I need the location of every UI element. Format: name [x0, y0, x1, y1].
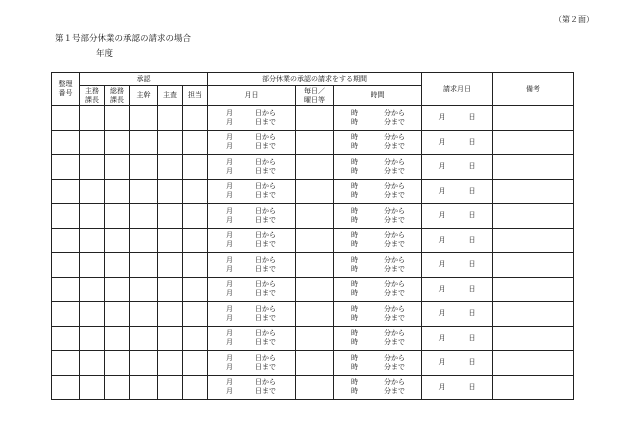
- ledger-row: [52, 179, 574, 204]
- month-to-label: 月: [226, 289, 233, 298]
- cell-jikan[interactable]: [334, 228, 422, 253]
- month-from-label: 月: [226, 182, 233, 191]
- month-to-label: 月: [226, 313, 233, 322]
- cell-shusa[interactable]: [158, 204, 183, 229]
- cell-seikyu-gappi[interactable]: [422, 277, 493, 302]
- ledger-row: [52, 375, 574, 400]
- cell-seikyu-gappi[interactable]: [422, 155, 493, 180]
- cell-shumu-kacho[interactable]: [80, 228, 105, 253]
- request-month-label: 月: [438, 235, 446, 244]
- hour-to-label: 時: [351, 313, 358, 322]
- request-day-label: 日: [468, 162, 476, 171]
- cell-tanto[interactable]: [183, 204, 208, 229]
- cell-mainichi[interactable]: [296, 106, 334, 131]
- request-month-label: 月: [438, 333, 446, 342]
- cell-biko[interactable]: [493, 253, 574, 278]
- cell-seiri-bango[interactable]: [52, 302, 80, 327]
- hour-to-label: 時: [351, 264, 358, 273]
- cell-biko[interactable]: [493, 228, 574, 253]
- cell-shukan[interactable]: [130, 351, 158, 376]
- cell-seiri-bango[interactable]: [52, 130, 80, 155]
- cell-tanto[interactable]: [183, 351, 208, 376]
- minute-from-label: 分から: [384, 378, 405, 387]
- minute-to-label: 分まで: [384, 215, 405, 224]
- cell-shusa[interactable]: [158, 253, 183, 278]
- cell-seiri-bango[interactable]: [52, 253, 80, 278]
- hour-from-label: 時: [351, 182, 358, 191]
- cell-shusa[interactable]: [158, 277, 183, 302]
- header-gappi: 月日: [208, 86, 296, 106]
- ledger-row: [52, 351, 574, 376]
- cell-jikan[interactable]: [334, 106, 422, 131]
- request-day-label: 日: [468, 309, 476, 318]
- request-day-label: 日: [468, 333, 476, 342]
- cell-tanto[interactable]: [183, 228, 208, 253]
- cell-shusa[interactable]: [158, 106, 183, 131]
- request-month-label: 月: [438, 137, 446, 146]
- minute-from-label: 分から: [384, 206, 405, 215]
- cell-seikyu-gappi[interactable]: [422, 351, 493, 376]
- cell-somu-kacho[interactable]: [105, 326, 130, 351]
- minute-to-label: 分まで: [384, 313, 405, 322]
- cell-seikyu-gappi[interactable]: [422, 375, 493, 400]
- day-to-label: 日まで: [255, 289, 276, 298]
- minute-to-label: 分まで: [384, 264, 405, 273]
- cell-gappi[interactable]: [208, 351, 296, 376]
- month-from-label: 月: [226, 378, 233, 387]
- day-to-label: 日まで: [255, 142, 276, 151]
- day-from-label: 日から: [255, 108, 276, 117]
- cell-seikyu-gappi[interactable]: [422, 302, 493, 327]
- hour-from-label: 時: [351, 280, 358, 289]
- cell-shukan[interactable]: [130, 326, 158, 351]
- cell-tanto[interactable]: [183, 375, 208, 400]
- minute-to-label: 分まで: [384, 117, 405, 126]
- cell-shumu-kacho[interactable]: [80, 375, 105, 400]
- cell-shukan[interactable]: [130, 375, 158, 400]
- ledger-row: [52, 326, 574, 351]
- cell-shumu-kacho[interactable]: [80, 155, 105, 180]
- month-to-label: 月: [226, 264, 233, 273]
- month-to-label: 月: [226, 387, 233, 396]
- day-from-label: 日から: [255, 255, 276, 264]
- cell-seikyu-gappi[interactable]: [422, 130, 493, 155]
- header-tanto: 担当: [183, 86, 208, 106]
- minute-from-label: 分から: [384, 304, 405, 313]
- cell-gappi[interactable]: [208, 130, 296, 155]
- cell-biko[interactable]: [493, 179, 574, 204]
- ledger-row: [52, 106, 574, 131]
- header-shusa: 主査: [158, 86, 183, 106]
- hour-to-label: 時: [351, 338, 358, 347]
- request-day-label: 日: [468, 284, 476, 293]
- cell-tanto[interactable]: [183, 302, 208, 327]
- cell-mainichi[interactable]: [296, 155, 334, 180]
- month-from-label: 月: [226, 157, 233, 166]
- day-from-label: 日から: [255, 206, 276, 215]
- cell-somu-kacho[interactable]: [105, 155, 130, 180]
- cell-mainichi[interactable]: [296, 375, 334, 400]
- request-day-label: 日: [468, 260, 476, 269]
- request-day-label: 日: [468, 186, 476, 195]
- cell-shukan[interactable]: [130, 155, 158, 180]
- cell-seiri-bango[interactable]: [52, 375, 80, 400]
- cell-shumu-kacho[interactable]: [80, 106, 105, 131]
- day-from-label: 日から: [255, 280, 276, 289]
- cell-gappi[interactable]: [208, 326, 296, 351]
- request-day-label: 日: [468, 113, 476, 122]
- month-to-label: 月: [226, 215, 233, 224]
- cell-mainichi[interactable]: [296, 351, 334, 376]
- cell-biko[interactable]: [493, 326, 574, 351]
- cell-shusa[interactable]: [158, 302, 183, 327]
- hour-to-label: 時: [351, 142, 358, 151]
- cell-mainichi[interactable]: [296, 277, 334, 302]
- cell-seiri-bango[interactable]: [52, 228, 80, 253]
- cell-mainichi[interactable]: [296, 179, 334, 204]
- day-from-label: 日から: [255, 304, 276, 313]
- cell-biko[interactable]: [493, 204, 574, 229]
- request-month-label: 月: [438, 186, 446, 195]
- cell-gappi[interactable]: [208, 179, 296, 204]
- cell-seikyu-gappi[interactable]: [422, 228, 493, 253]
- hour-to-label: 時: [351, 215, 358, 224]
- minute-from-label: 分から: [384, 231, 405, 240]
- request-day-label: 日: [468, 137, 476, 146]
- cell-somu-kacho[interactable]: [105, 277, 130, 302]
- hour-from-label: 時: [351, 329, 358, 338]
- cell-tanto[interactable]: [183, 253, 208, 278]
- cell-shumu-kacho[interactable]: [80, 204, 105, 229]
- minute-to-label: 分まで: [384, 338, 405, 347]
- cell-shusa[interactable]: [158, 179, 183, 204]
- minute-from-label: 分から: [384, 329, 405, 338]
- request-month-label: 月: [438, 358, 446, 367]
- month-to-label: 月: [226, 338, 233, 347]
- hour-to-label: 時: [351, 289, 358, 298]
- cell-mainichi[interactable]: [296, 302, 334, 327]
- minute-from-label: 分から: [384, 280, 405, 289]
- minute-to-label: 分まで: [384, 240, 405, 249]
- day-to-label: 日まで: [255, 313, 276, 322]
- cell-shukan[interactable]: [130, 130, 158, 155]
- cell-somu-kacho[interactable]: [105, 179, 130, 204]
- cell-somu-kacho[interactable]: [105, 351, 130, 376]
- header-seiri-bango: 整理 番号: [52, 73, 80, 106]
- minute-to-label: 分まで: [384, 166, 405, 175]
- hour-from-label: 時: [351, 378, 358, 387]
- month-to-label: 月: [226, 166, 233, 175]
- cell-mainichi[interactable]: [296, 130, 334, 155]
- cell-tanto[interactable]: [183, 155, 208, 180]
- month-to-label: 月: [226, 240, 233, 249]
- month-from-label: 月: [226, 206, 233, 215]
- minute-to-label: 分まで: [384, 191, 405, 200]
- cell-gappi[interactable]: [208, 302, 296, 327]
- day-to-label: 日まで: [255, 117, 276, 126]
- hour-from-label: 時: [351, 206, 358, 215]
- day-to-label: 日まで: [255, 362, 276, 371]
- month-to-label: 月: [226, 362, 233, 371]
- cell-shusa[interactable]: [158, 351, 183, 376]
- ledger-row: [52, 277, 574, 302]
- cell-somu-kacho[interactable]: [105, 106, 130, 131]
- cell-shumu-kacho[interactable]: [80, 130, 105, 155]
- cell-shusa[interactable]: [158, 130, 183, 155]
- minute-to-label: 分まで: [384, 387, 405, 396]
- request-month-label: 月: [438, 211, 446, 220]
- cell-jikan[interactable]: [334, 253, 422, 278]
- cell-somu-kacho[interactable]: [105, 130, 130, 155]
- day-to-label: 日まで: [255, 215, 276, 224]
- request-day-label: 日: [468, 235, 476, 244]
- document-title: 第１号部分休業の承認の請求の場合: [55, 34, 192, 44]
- hour-to-label: 時: [351, 387, 358, 396]
- day-from-label: 日から: [255, 329, 276, 338]
- ledger-row: [52, 253, 574, 278]
- cell-seiri-bango[interactable]: [52, 277, 80, 302]
- request-month-label: 月: [438, 309, 446, 318]
- cell-gappi[interactable]: [208, 204, 296, 229]
- header-kikan: 部分休業の承認の請求をする期間: [208, 73, 422, 86]
- page-label: （第２面）: [554, 15, 594, 24]
- hour-from-label: 時: [351, 255, 358, 264]
- cell-tanto[interactable]: [183, 326, 208, 351]
- day-from-label: 日から: [255, 231, 276, 240]
- minute-from-label: 分から: [384, 108, 405, 117]
- cell-shusa[interactable]: [158, 375, 183, 400]
- minute-to-label: 分まで: [384, 289, 405, 298]
- minute-from-label: 分から: [384, 255, 405, 264]
- cell-seikyu-gappi[interactable]: [422, 204, 493, 229]
- cell-jikan[interactable]: [334, 155, 422, 180]
- cell-shukan[interactable]: [130, 302, 158, 327]
- hour-to-label: 時: [351, 240, 358, 249]
- cell-somu-kacho[interactable]: [105, 253, 130, 278]
- cell-shukan[interactable]: [130, 204, 158, 229]
- cell-shumu-kacho[interactable]: [80, 351, 105, 376]
- day-from-label: 日から: [255, 353, 276, 362]
- day-to-label: 日まで: [255, 191, 276, 200]
- cell-shumu-kacho[interactable]: [80, 302, 105, 327]
- cell-shusa[interactable]: [158, 228, 183, 253]
- hour-from-label: 時: [351, 353, 358, 362]
- day-to-label: 日まで: [255, 240, 276, 249]
- cell-biko[interactable]: [493, 302, 574, 327]
- ledger-row: [52, 302, 574, 327]
- cell-biko[interactable]: [493, 375, 574, 400]
- ledger-row: [52, 155, 574, 180]
- fiscal-year-label: 年度: [96, 49, 114, 59]
- cell-jikan[interactable]: [334, 130, 422, 155]
- minute-from-label: 分から: [384, 133, 405, 142]
- request-day-label: 日: [468, 358, 476, 367]
- day-from-label: 日から: [255, 182, 276, 191]
- month-from-label: 月: [226, 304, 233, 313]
- ledger-row: [52, 130, 574, 155]
- cell-seikyu-gappi[interactable]: [422, 326, 493, 351]
- cell-tanto[interactable]: [183, 179, 208, 204]
- request-month-label: 月: [438, 260, 446, 269]
- cell-seiri-bango[interactable]: [52, 106, 80, 131]
- cell-shukan[interactable]: [130, 277, 158, 302]
- month-to-label: 月: [226, 117, 233, 126]
- cell-shukan[interactable]: [130, 253, 158, 278]
- request-month-label: 月: [438, 162, 446, 171]
- cell-shumu-kacho[interactable]: [80, 277, 105, 302]
- cell-shusa[interactable]: [158, 155, 183, 180]
- day-to-label: 日まで: [255, 166, 276, 175]
- day-to-label: 日まで: [255, 338, 276, 347]
- cell-shukan[interactable]: [130, 179, 158, 204]
- ledger-row: [52, 204, 574, 229]
- cell-tanto[interactable]: [183, 106, 208, 131]
- month-to-label: 月: [226, 191, 233, 200]
- cell-gappi[interactable]: [208, 375, 296, 400]
- minute-to-label: 分まで: [384, 362, 405, 371]
- minute-from-label: 分から: [384, 353, 405, 362]
- minute-from-label: 分から: [384, 182, 405, 191]
- request-month-label: 月: [438, 284, 446, 293]
- cell-biko[interactable]: [493, 130, 574, 155]
- cell-biko[interactable]: [493, 106, 574, 131]
- header-biko: 備考: [493, 73, 574, 106]
- header-jikan: 時間: [334, 86, 422, 106]
- request-month-label: 月: [438, 382, 446, 391]
- cell-gappi[interactable]: [208, 253, 296, 278]
- day-to-label: 日まで: [255, 264, 276, 273]
- cell-tanto[interactable]: [183, 130, 208, 155]
- cell-jikan[interactable]: [334, 179, 422, 204]
- cell-mainichi[interactable]: [296, 228, 334, 253]
- cell-seiri-bango[interactable]: [52, 351, 80, 376]
- month-from-label: 月: [226, 255, 233, 264]
- header-mainichi: 毎日／ 曜日等: [296, 86, 334, 106]
- cell-seikyu-gappi[interactable]: [422, 106, 493, 131]
- cell-shumu-kacho[interactable]: [80, 253, 105, 278]
- minute-from-label: 分から: [384, 157, 405, 166]
- cell-mainichi[interactable]: [296, 204, 334, 229]
- cell-gappi[interactable]: [208, 277, 296, 302]
- cell-shumu-kacho[interactable]: [80, 326, 105, 351]
- day-to-label: 日まで: [255, 387, 276, 396]
- cell-biko[interactable]: [493, 155, 574, 180]
- request-day-label: 日: [468, 211, 476, 220]
- hour-from-label: 時: [351, 133, 358, 142]
- request-day-label: 日: [468, 382, 476, 391]
- cell-jikan[interactable]: [334, 204, 422, 229]
- cell-seiri-bango[interactable]: [52, 326, 80, 351]
- cell-shukan[interactable]: [130, 106, 158, 131]
- hour-to-label: 時: [351, 191, 358, 200]
- ledger-body: [52, 106, 574, 400]
- hour-to-label: 時: [351, 362, 358, 371]
- month-from-label: 月: [226, 133, 233, 142]
- hour-from-label: 時: [351, 304, 358, 313]
- header-shonin: 承認: [80, 73, 208, 86]
- month-from-label: 月: [226, 231, 233, 240]
- cell-seiri-bango[interactable]: [52, 204, 80, 229]
- hour-to-label: 時: [351, 117, 358, 126]
- cell-biko[interactable]: [493, 351, 574, 376]
- month-from-label: 月: [226, 108, 233, 117]
- cell-jikan[interactable]: [334, 351, 422, 376]
- cell-seiri-bango[interactable]: [52, 155, 80, 180]
- cell-jikan[interactable]: [334, 326, 422, 351]
- cell-mainichi[interactable]: [296, 326, 334, 351]
- cell-somu-kacho[interactable]: [105, 302, 130, 327]
- cell-gappi[interactable]: [208, 155, 296, 180]
- cell-seikyu-gappi[interactable]: [422, 253, 493, 278]
- cell-mainichi[interactable]: [296, 253, 334, 278]
- cell-seiri-bango[interactable]: [52, 179, 80, 204]
- hour-from-label: 時: [351, 157, 358, 166]
- hour-to-label: 時: [351, 166, 358, 175]
- cell-shusa[interactable]: [158, 326, 183, 351]
- cell-seikyu-gappi[interactable]: [422, 179, 493, 204]
- cell-somu-kacho[interactable]: [105, 375, 130, 400]
- cell-shumu-kacho[interactable]: [80, 179, 105, 204]
- minute-to-label: 分まで: [384, 142, 405, 151]
- day-from-label: 日から: [255, 157, 276, 166]
- cell-tanto[interactable]: [183, 277, 208, 302]
- header-seikyu-gappi: 請求月日: [422, 73, 493, 106]
- request-ledger-table: [51, 72, 574, 400]
- month-from-label: 月: [226, 280, 233, 289]
- cell-jikan[interactable]: [334, 375, 422, 400]
- month-from-label: 月: [226, 353, 233, 362]
- ledger-row: [52, 228, 574, 253]
- request-month-label: 月: [438, 113, 446, 122]
- header-somu-kacho: 総務 課長: [105, 86, 130, 106]
- hour-from-label: 時: [351, 108, 358, 117]
- cell-jikan[interactable]: [334, 277, 422, 302]
- cell-gappi[interactable]: [208, 228, 296, 253]
- hour-from-label: 時: [351, 231, 358, 240]
- cell-somu-kacho[interactable]: [105, 228, 130, 253]
- header-shumu-kacho: 主務 課長: [80, 86, 105, 106]
- day-from-label: 日から: [255, 133, 276, 142]
- cell-somu-kacho[interactable]: [105, 204, 130, 229]
- header-shukan: 主幹: [130, 86, 158, 106]
- cell-shukan[interactable]: [130, 228, 158, 253]
- month-to-label: 月: [226, 142, 233, 151]
- month-from-label: 月: [226, 329, 233, 338]
- cell-gappi[interactable]: [208, 106, 296, 131]
- cell-jikan[interactable]: [334, 302, 422, 327]
- day-from-label: 日から: [255, 378, 276, 387]
- cell-biko[interactable]: [493, 277, 574, 302]
